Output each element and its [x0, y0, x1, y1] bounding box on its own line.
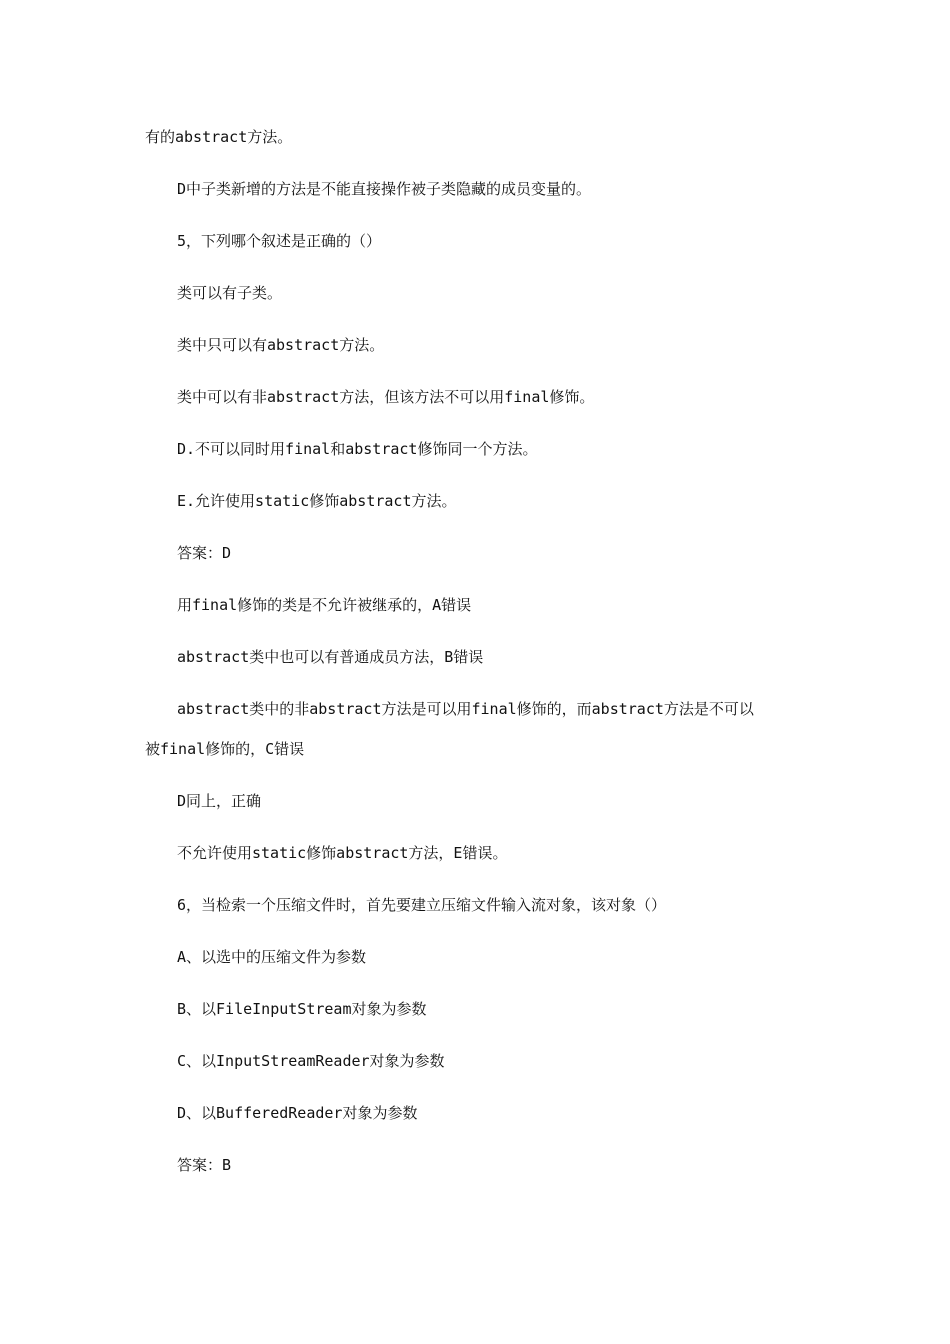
question-6-option-b: B、以FileInputStream对象为参数 — [177, 1000, 427, 1018]
question-6: 6，当检索一个压缩文件时，首先要建立压缩文件输入流对象，该对象（） — [177, 896, 667, 914]
question-5-answer: 答案：D — [177, 544, 232, 562]
question-5-option-d: D.不可以同时用final和abstract修饰同一个方法。 — [177, 440, 538, 458]
explanation-c-part2: 被final修饰的，C错误 — [145, 740, 305, 758]
explanation-b: abstract类中也可以有普通成员方法，B错误 — [177, 648, 484, 666]
question-6-answer: 答案：B — [177, 1156, 232, 1174]
text-line-continuation: 有的abstract方法。 — [145, 128, 293, 146]
text-line-option-d: D中子类新增的方法是不能直接操作被子类隐藏的成员变量的。 — [177, 180, 592, 198]
explanation-e: 不允许使用static修饰abstract方法，E错误。 — [177, 844, 508, 862]
question-5-option-a: 类可以有子类。 — [177, 284, 283, 302]
question-6-option-c: C、以InputStreamReader对象为参数 — [177, 1052, 445, 1070]
question-5-option-c: 类中可以有非abstract方法，但该方法不可以用final修饰。 — [177, 388, 595, 406]
question-6-option-d: D、以BufferedReader对象为参数 — [177, 1104, 418, 1122]
question-5: 5，下列哪个叙述是正确的（） — [177, 232, 382, 250]
explanation-d: D同上，正确 — [177, 792, 262, 810]
explanation-a: 用final修饰的类是不允许被继承的，A错误 — [177, 596, 472, 614]
question-5-option-e: E.允许使用static修饰abstract方法。 — [177, 492, 457, 510]
question-5-option-b: 类中只可以有abstract方法。 — [177, 336, 385, 354]
question-6-option-a: A、以选中的压缩文件为参数 — [177, 948, 367, 966]
explanation-c-part1: abstract类中的非abstract方法是可以用final修饰的，而abstract方法是不可以 — [177, 700, 754, 718]
